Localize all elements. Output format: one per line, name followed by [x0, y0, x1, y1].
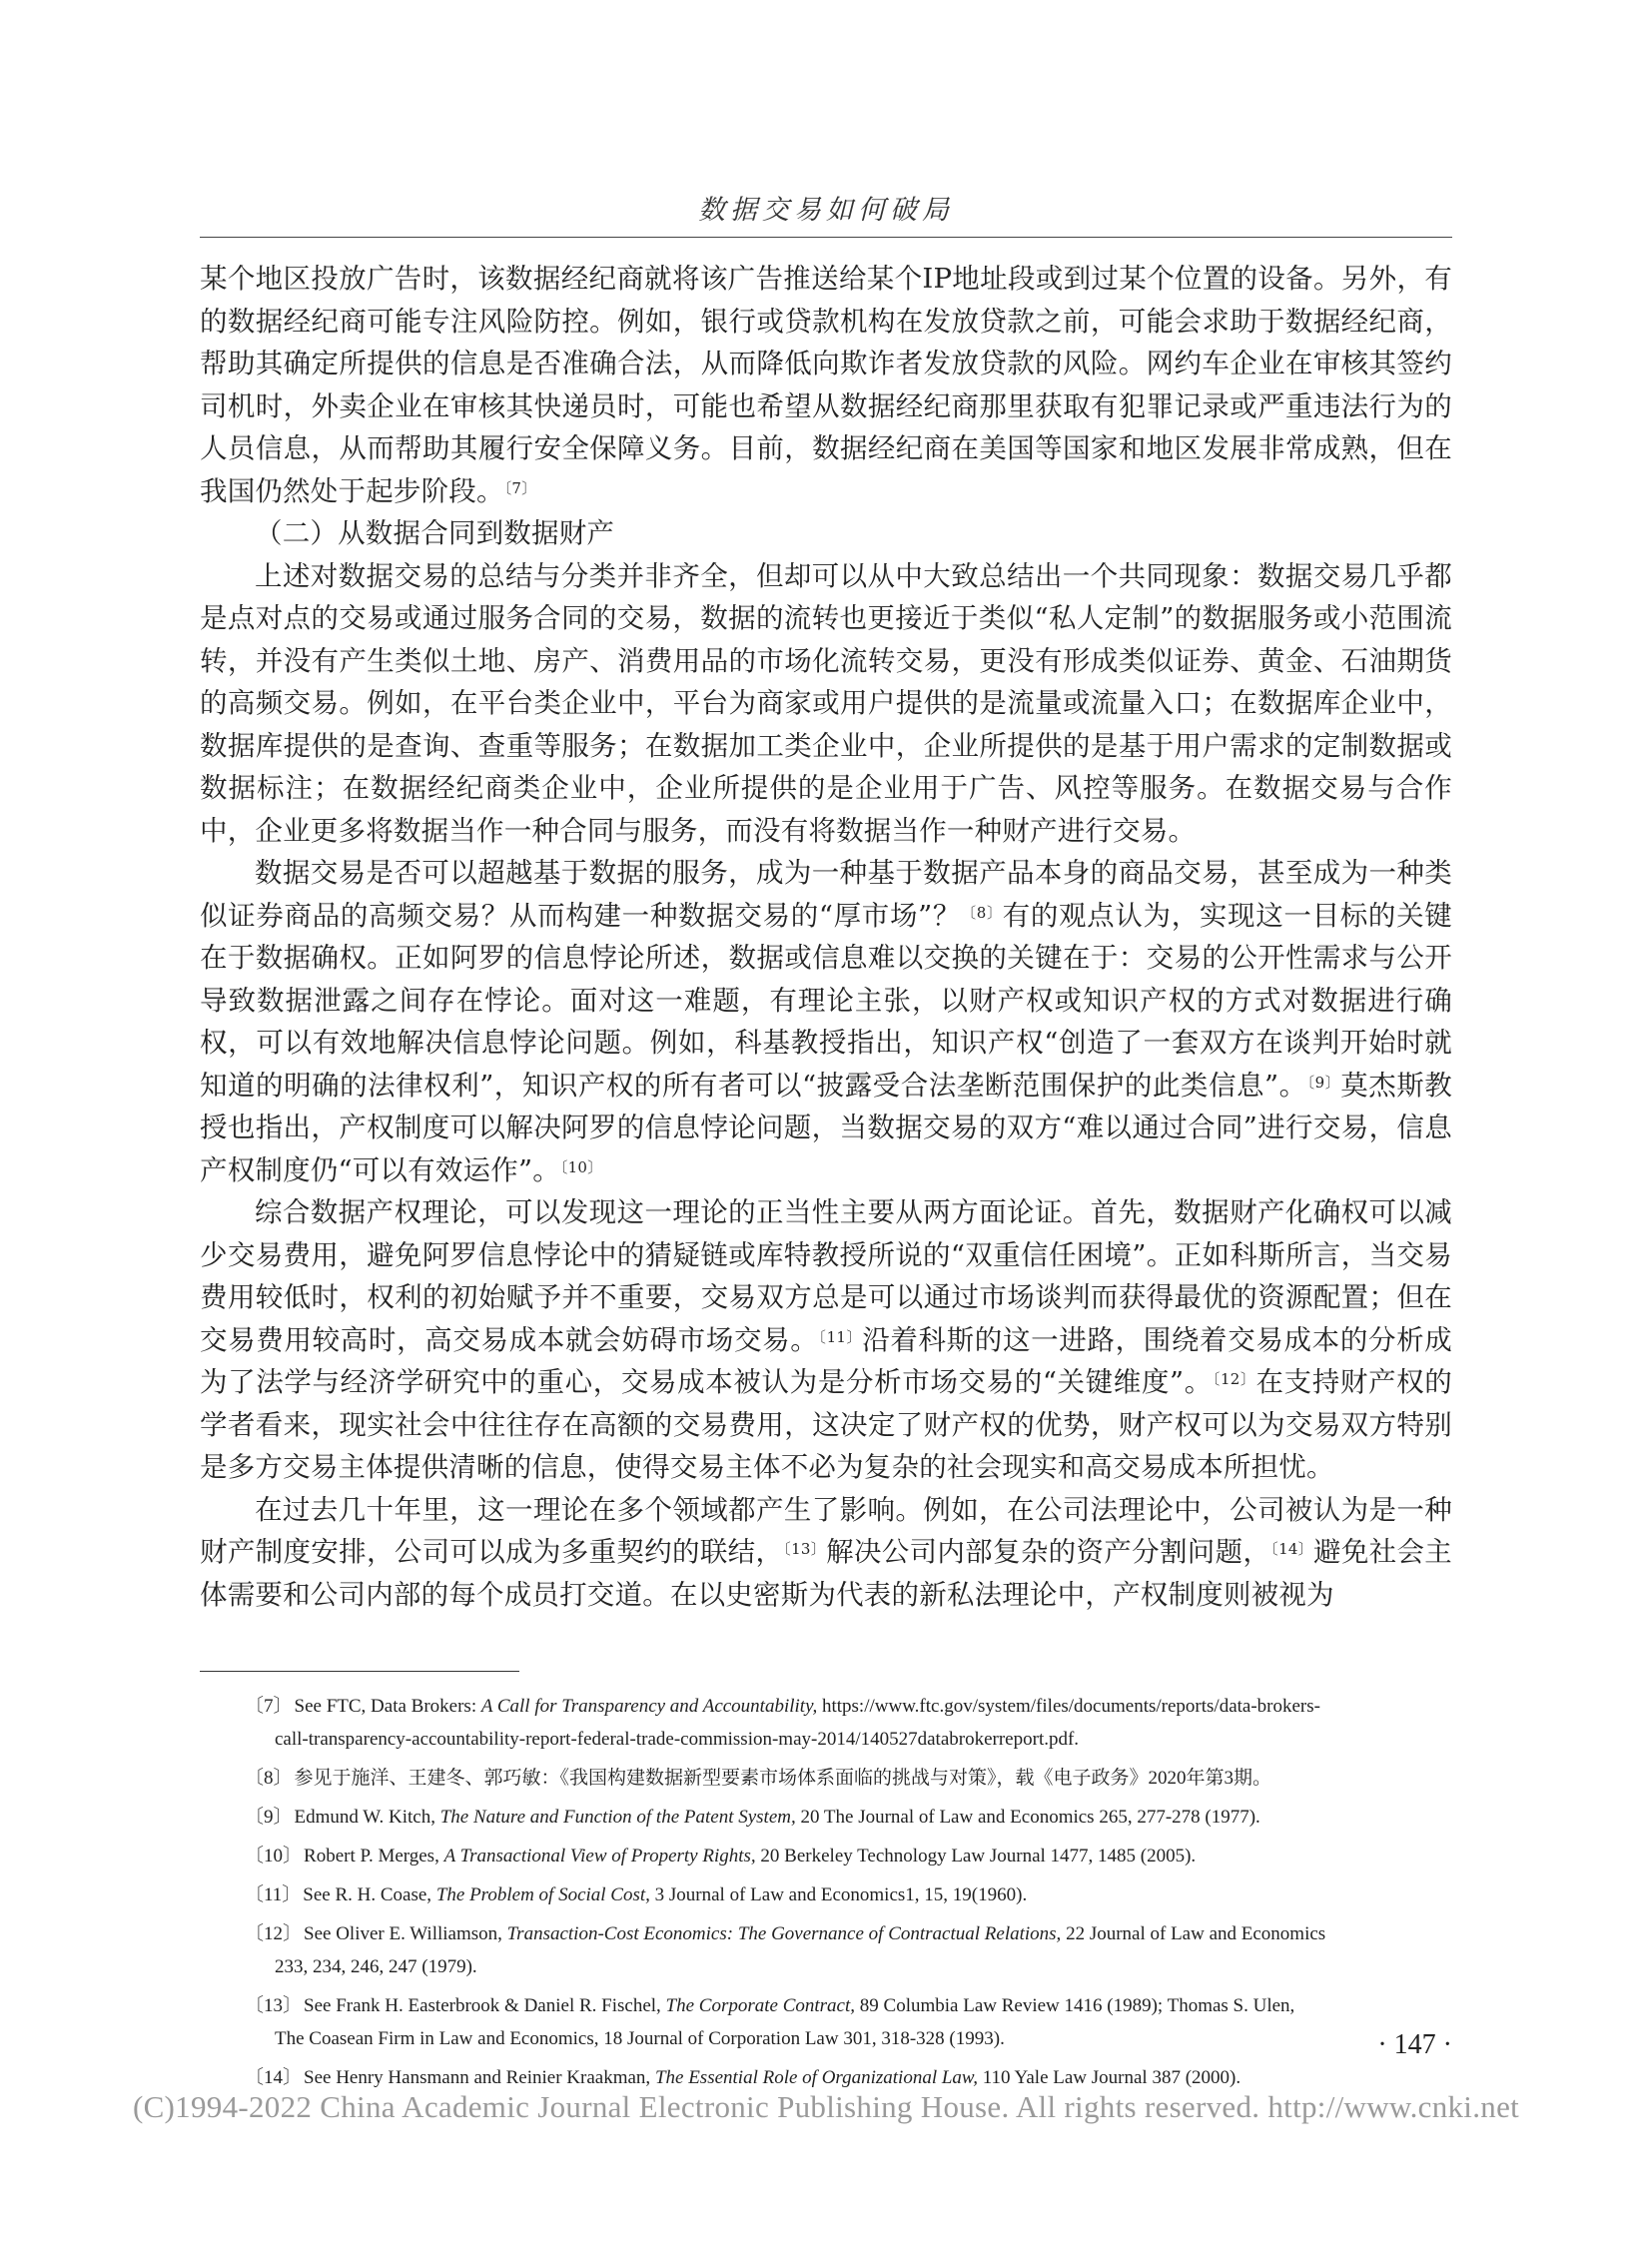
footnote-ref-14[interactable]: 〔14〕	[1270, 1540, 1314, 1558]
footnotes	[245, 1690, 1452, 2100]
section-heading: （二）从数据合同到数据财产	[255, 517, 615, 549]
footnote-8: 〔8〕 参见于施洋、王建冬、郭巧敏：《我国构建数据新型要素市场体系面临的挑战与对策》，载《电子政务》2020年第3期。	[245, 1768, 1272, 1789]
paragraph-4: 综合数据产权理论，可以发现这一理论的正当性主要从两方面论证。首先，数据财产化确权可以减少交易费用，避免阿罗信息悖论中的猜疑链或库特教授所说的“双重信任困境”。正如科斯所言，当交易费用较低时，权利的初始赋予并不重要，交易双方总是可以通过市场谈判而获得最优的资源配置；但在交易费用较高时，高交易成本就会妨碍市场交易。$^{〔11〕}$沿着科斯的这一进路，围绕着交易成本的分析成为了法学与经济学研究中的重心，交易成本被认为是分析市场交易的“关键维度”。$^{〔12〕}$在支持财产权的学者看来，现实社会中往往存在高额的交易费用，这决定了财产权的优势，财产权可以为交易双方特别是多方交易主体提供清晰的信息，使得交易主体不必为复杂的社会现实和高交易成本所担忧。	[200, 1196, 1452, 1483]
footnote-14: 〔14〕 See Henry Hansmann and Reinier Kraakman, The Essential Role of Organizational Law, 110 Yale Law Journal 387 (2000).	[245, 2067, 1241, 2088]
footnote-ref-9[interactable]: 〔9〕	[1306, 1073, 1341, 1092]
paragraph-1: 某个地区投放广告时，该数据经纪商就将该广告推送给某个IP地址段或到过某个位置的设备。另外，有的数据经纪商可能专注风险防控。例如，银行或贷款机构在发放贷款之前，可能会求助于数据经纪商，帮助其确定所提供的信息是否准确合法，从而降低向欺诈者发放贷款的风险。网约车企业在审核其签约司机时，外卖企业在审核其快递员时，可能也希望从数据经纪商那里获取有犯罪记录或严重违法行为的人员信息，从而帮助其履行安全保障义务。目前，数据经纪商在美国等国家和地区发展非常成熟，但在我国仍然处于起步阶段。$^{〔7〕}$	[200, 263, 1452, 507]
footnote-11: 〔11〕 See R. H. Coase, The Problem of Social Cost, 3 Journal of Law and Economics1, 15, 19(1960).	[245, 1884, 1028, 1905]
footnote-ref-7[interactable]: 〔7〕	[503, 478, 537, 497]
copyright-notice: (C)1994-2022 China Academic Journal Electronic Publishing House. All rights reserved. http://www.cnki.net	[132, 2089, 1520, 2124]
footnote-12: 〔12〕 See Oliver E. Williamson, Transaction-Cost Economics: The Governance of Contractual Relations, 22 Journal of Law and Economics 233, 234, 246, 247 (1979).	[245, 1923, 1326, 1977]
page-number: · 147 ·	[1377, 2029, 1452, 2060]
footnote-9: 〔9〕 Edmund W. Kitch, The Nature and Function of the Patent System, 20 The Journal of Law and Economics 265, 277-278 (1977).	[245, 1807, 1260, 1828]
footnote-7: 〔7〕 See FTC, Data Brokers: A Call for Transparency and Accountability, https://www.ftc.gov/system/files/documents/reports/data-brokers- call-transparency-accountability-report-federal-trade-commission-may-2014/140527databrokerreport.pdf.	[245, 1696, 1320, 1750]
header-rule	[200, 237, 1452, 238]
paragraph-5: 在过去几十年里，这一理论在多个领域都产生了影响。例如，在公司法理论中，公司被认为是一种财产制度安排，公司可以成为多重契约的联结，$^{〔13〕}$解决公司内部复杂的资产分割问题，$^{〔14〕}$避免社会主体需要和公司内部的每个成员打交道。在以史密斯为代表的新私法理论中，产权制度则被视为	[200, 1493, 1453, 1611]
footnote-ref-8[interactable]: 〔8〕	[961, 903, 1003, 922]
paragraph-3: 数据交易是否可以超越基于数据的服务，成为一种基于数据产品本身的商品交易，甚至成为一种类似证券商品的高频交易？从而构建一种数据交易的“厚市场”？$^{〔8〕}$有的观点认为，实现这一目标的关键在于数据确权。正如阿罗的信息悖论所述，数据或信息难以交换的关键在于：交易的公开性需求与公开导致数据泄露之间存在悖论。面对这一难题，有理论主张，以财产权或知识产权的方式对数据进行确权，可以有效地解决信息悖论问题。例如，科基教授指出，知识产权“创造了一套双方在谈判开始时就知道的明确的法律权利”，知识产权的所有者可以“披露受合法垄断范围保护的此类信息”。$^{〔9〕}$莫杰斯教授也指出，产权制度可以解决阿罗的信息悖论问题，当数据交易的双方“难以通过合同”进行交易，信息产权制度仍“可以有效运作”。$^{〔10〕}$	[200, 857, 1453, 1186]
footnote-ref-13[interactable]: 〔13〕	[783, 1540, 827, 1558]
running-header: 数据交易如何破局	[698, 195, 954, 226]
paragraph-2: 上述对数据交易的总结与分类并非齐全，但却可以从中大致总结出一个共同现象：数据交易几乎都是点对点的交易或通过服务合同的交易，数据的流转也更接近于类似“私人定制”的数据服务或小范围流转，并没有产生类似土地、房产、消费用品的市场化流转交易，更没有形成类似证券、黄金、石油期货的高频交易。例如，在平台类企业中，平台为商家或用户提供的是流量或流量入口；在数据库企业中，数据库提供的是查询、查重等服务；在数据加工类企业中，企业所提供的是基于用户需求的定制数据或数据标注；在数据经纪商类企业中，企业所提供的是企业用于广告、风控等服务。在数据交易与合作中，企业更多将数据当作一种合同与服务，而没有将数据当作一种财产进行交易。	[200, 559, 1452, 847]
footnote-ref-10[interactable]: 〔10〕	[559, 1157, 603, 1176]
footnote-ref-11[interactable]: 〔11〕	[818, 1327, 863, 1346]
footnote-10: 〔10〕 Robert P. Merges, A Transactional View of Property Rights, 20 Berkeley Technology Law Journal 1477, 1485 (2005).	[245, 1846, 1197, 1867]
footnote-ref-12[interactable]: 〔12〕	[1212, 1370, 1256, 1388]
footnote-13: 〔13〕 See Frank H. Easterbrook & Daniel R. Fischel, The Corporate Contract, 89 Columbia Law Review 1416 (1989); Thomas S. Ulen, The Coasean Firm in Law and Economics, 18 Journal of Corporation Law 301, 318-328 (1993).	[245, 1995, 1295, 2049]
footnote-rule	[200, 1671, 519, 1672]
main-body	[200, 258, 1452, 1616]
